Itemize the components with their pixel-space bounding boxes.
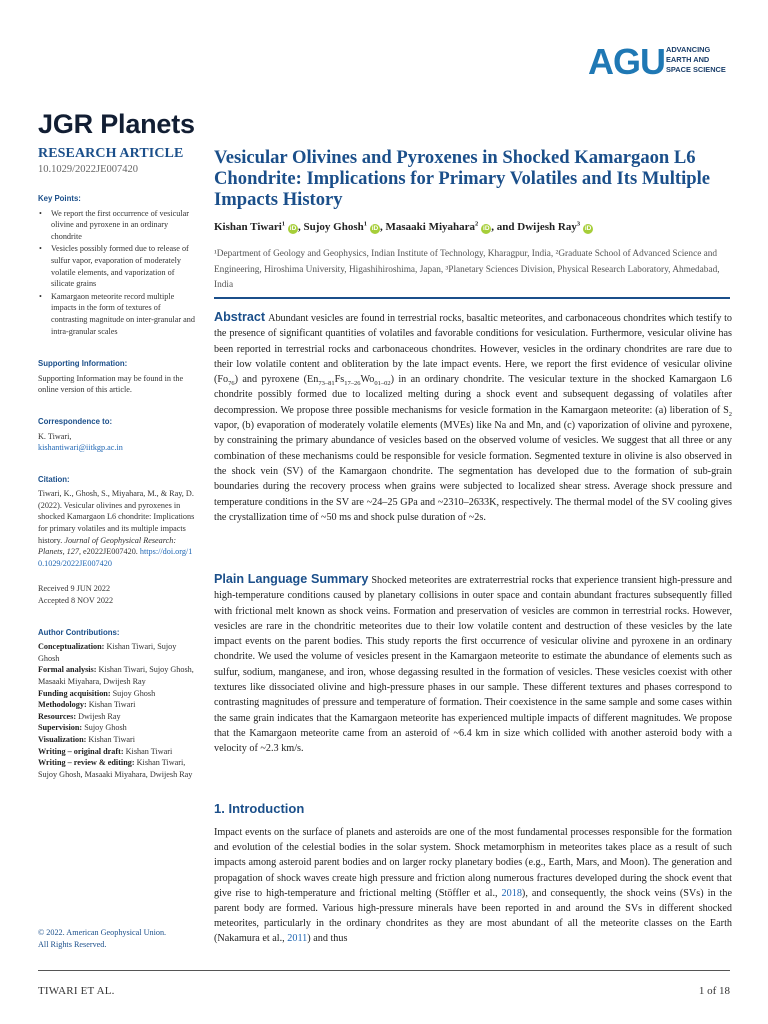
footer-divider: [38, 970, 730, 971]
key-point: • We report the first occurrence of vesicular olivine and pyroxene in an ordinary chondrite: [38, 208, 196, 243]
citation-heading: Citation:: [38, 474, 70, 484]
correspondence-heading: Correspondence to:: [38, 416, 113, 426]
contribution-item: Formal analysis: Kishan Tiwari, Sujoy Ghosh, Masaaki Miyahara, Dwijesh Ray: [38, 665, 194, 686]
footer-authors: TIWARI ET AL.: [38, 985, 115, 997]
citation-doi-link[interactable]: https://doi.org/10.1029/2022JE007420: [38, 547, 193, 568]
article-type: RESEARCH ARTICLE: [38, 146, 184, 161]
orcid-icon[interactable]: iD: [483, 225, 490, 232]
left-sidebar: [38, 145, 196, 780]
author-name[interactable]: Dwijesh Ray: [517, 221, 577, 233]
key-point: • Vesicles possibly formed due to release of sulfur vapor, evaporation of moderately volatile elements, and vaporization of silicate grains: [38, 243, 196, 289]
agu-logo-mark: AGU: [588, 41, 665, 82]
author-contributions: [38, 641, 196, 780]
pls-heading: Plain Language Summary: [214, 572, 369, 586]
plain-language-summary: Plain Language Summary Shocked meteorites are extraterrestrial rocks that experience transient high-pressure and high-temperature conditions caused by planetary collisions in outer space and contain abundant fractures subsequently filled with frictional melt known as shock veins. Formation and preservation of vesicles are common in terrestrial rocks. However, vesicles are rare in the chondritic meteorites due to their low volatile content and destruction of these vesicles by the late impact events on the parent bodies. This study reports the first occurrence of vesicular olivine and pyroxene in an ordinary chondrite. We used the volume of vesicles present in the Kamargaon meteorite to estimate the abundance of elements such as sulfur, sodium, manganese, and iron, whose degassing resulted in the formation of vesicles. These vesicles coexist with other textures like dissociated olivine and high-pressure phases in our sample. These different textures and phases correspond to contrasting magnitudes of pressure and temperature of formation. Their coexistence in the same sample and some cases within the same grain indicates that the Kamargaon meteorite has experienced multiple impacts of different magnitudes. We propose that the Kamargaon meteorite came from an asteroid of ~6.4 km in size which collided with another asteroid body with a velocity of ~2.3 km/s.: [214, 572, 732, 755]
abstract: Abstract Abundant vesicles are found in terrestrial rocks, basaltic meteorites, and carbonaceous chondrites which testify to the presence of significant quantities of volatiles and favorable conditions for vesiculation. Furthermore, vesicular olivine has been reported in terrestrial rocks and carbonaceous chondrites. However, vesicles in the ordinary chondrites are rare due to their low volatile content and obliteration by the late impact events. Here, we report the first evidence of vesicular olivine $(Fo_{76})$ and pyroxene $(En_{73-81}Fs_{17-26}Wo_{01-02})$ in an ordinary chondrite. The vesicular texture in the shocked Kamargaon L6 chondrite possibly formed due to localized melting during a shock event and subsequent degassing of volatiles after decompression. We propose three possible mechanisms for vesicle formation in the Kamargaon meteorite: (a) liberation of $S_2$ vapor, (b) evaporation of moderately volatile elements (MVEs) like Na and Mn, and (c) vaporization of olivine and pyroxene, by constraining the primary abundance of vesicles based on the observed volume of vesicles. We suggest that all three or any combination of these mechanisms could be responsible for vesicle formation. Segmented texture in olivine is also observed in the shock vein (SV) of the Kamargaon chondrite. The segmentation has developed due to the formation of sub-grain boundaries during the recovery process when grains were subjected to localized shear stress. Average shock pressure and temperature conditions in the SV are ~24–25 GPa and ~2310–2633K, respectively. The thermal model of the SV cooling gives the crystallization time of ~50 ms and shock pulse duration of ~2s.: [214, 310, 733, 523]
accepted-date: Accepted 8 NOV 2022: [38, 596, 114, 606]
author-name[interactable]: Masaaki Miyahara: [385, 221, 476, 233]
author-contributions-heading: Author Contributions:: [38, 627, 120, 637]
journal-name: JGR Planets: [38, 109, 195, 139]
copyright: © 2022. American Geophysical Union. All Rights Reserved.: [38, 928, 167, 949]
introduction-heading: 1. Introduction: [214, 801, 305, 816]
author-name[interactable]: Kishan Tiwari: [214, 221, 282, 233]
introduction-text: Impact events on the surface of planets and asteroids are one of the most fundamental processes responsible for the formation and evolution of the celestial bodies in the solar system. Shock metamorphism in meteorites takes place as a result of such impacts among asteroid parent bodies and on larger rocky planetary bodies (e.g., Earth, Mars, and Moon). The generation and propagation of shock waves create high pressure and friction along numerous fractures developed during the shock event that give rise to high-temperature and frictional melting (Stöffler et al., 2018), and consequently, the shock veins (SVs) in the parent body are formed. Various high-pressure minerals have been reported in and around the SVs in different shocked meteorites, particularly in the ordinary chondrites as they are most abundant of all the meteorite classes on the Earth (Nakamura et al., 2011) and thus: [214, 827, 732, 945]
key-points-heading: Key Points:: [38, 194, 81, 203]
doi: 10.1029/2022JE007420: [38, 164, 139, 175]
contribution-item: Supervision: Sujoy Ghosh: [38, 723, 127, 733]
key-points-list: [38, 208, 196, 338]
contribution-item: Methodology: Kishan Tiwari: [38, 700, 136, 710]
page-number: 1 of 18: [698, 985, 730, 997]
correspondence-email-link[interactable]: kishantiwari@iitkgp.ac.in: [38, 443, 123, 453]
agu-tagline: ADVANCING EARTH AND SPACE SCIENCE: [666, 45, 726, 74]
citation-text: Tiwari, K., Ghosh, S., Miyahara, M., & Ray, D. (2022). Vesicular olivines and pyroxenes in shocked Kamargaon L6 chondrite: Implications for primary volatiles and its multiple impacts history. Journal of Geophysical Research: Planets, 127, e2022JE007420. https://doi.org/10.1029/2022JE007420: [38, 489, 195, 568]
affiliations: ¹Department of Geology and Geophysics, Indian Institute of Technology, Kharagpur, India, ²Graduate School of Advanced Science and Engineering, Hiroshima University, Higashihiroshima, Japan, ³Planetary Sciences Division, Physical Research Laboratory, Ahmedabad, India: [214, 249, 720, 291]
abstract-heading: Abstract: [214, 310, 266, 324]
supporting-info-text: Supporting Information may be found in the online version of this article.: [38, 373, 184, 395]
contribution-item: Conceptualization: Kishan Tiwari, Sujoy Ghosh: [38, 642, 177, 663]
orcid-icon[interactable]: iD: [584, 225, 592, 232]
supporting-info-heading: Supporting Information:: [38, 359, 128, 369]
contribution-item: Funding acquisition: Sujoy Ghosh: [38, 688, 156, 698]
contribution-item: Visualization: Kishan Tiwari: [38, 734, 136, 744]
reference-link[interactable]: 2018: [501, 887, 522, 899]
contribution-item: Writing – original draft: Kishan Tiwari: [38, 746, 173, 756]
contribution-item: Resources: Dwijesh Ray: [38, 711, 121, 721]
received-date: Received 9 JUN 2022: [38, 584, 111, 594]
contribution-item: Writing – review & editing: Kishan Tiwari, Sujoy Ghosh, Masaaki Miyahara, Dwijesh Ray: [38, 758, 193, 779]
correspondence-name: K. Tiwari,: [38, 431, 72, 441]
author-list: Kishan Tiwari$^1$iD , Sujoy Ghosh$^1$iD , Masaaki Miyahara$^2$iD , and Dwijesh Ray$^3$iD: [214, 220, 592, 233]
agu-logo: [588, 41, 734, 82]
article-title: Vesicular Olivines and Pyroxenes in Shocked Kamargaon L6 Chondrite: Implications for Primary Volatiles and Its Multiple Impacts History: [214, 147, 711, 211]
key-point: • Kamargaon meteorite record multiple impacts in the form of textures of contrasting magnitude on inter-granular and intra-granular scales: [38, 291, 196, 337]
header-divider: [214, 297, 730, 299]
author-name[interactable]: Sujoy Ghosh: [303, 221, 364, 233]
orcid-icon[interactable]: iD: [289, 225, 297, 232]
reference-link[interactable]: 2011: [287, 933, 308, 945]
orcid-icon[interactable]: iD: [371, 225, 379, 232]
